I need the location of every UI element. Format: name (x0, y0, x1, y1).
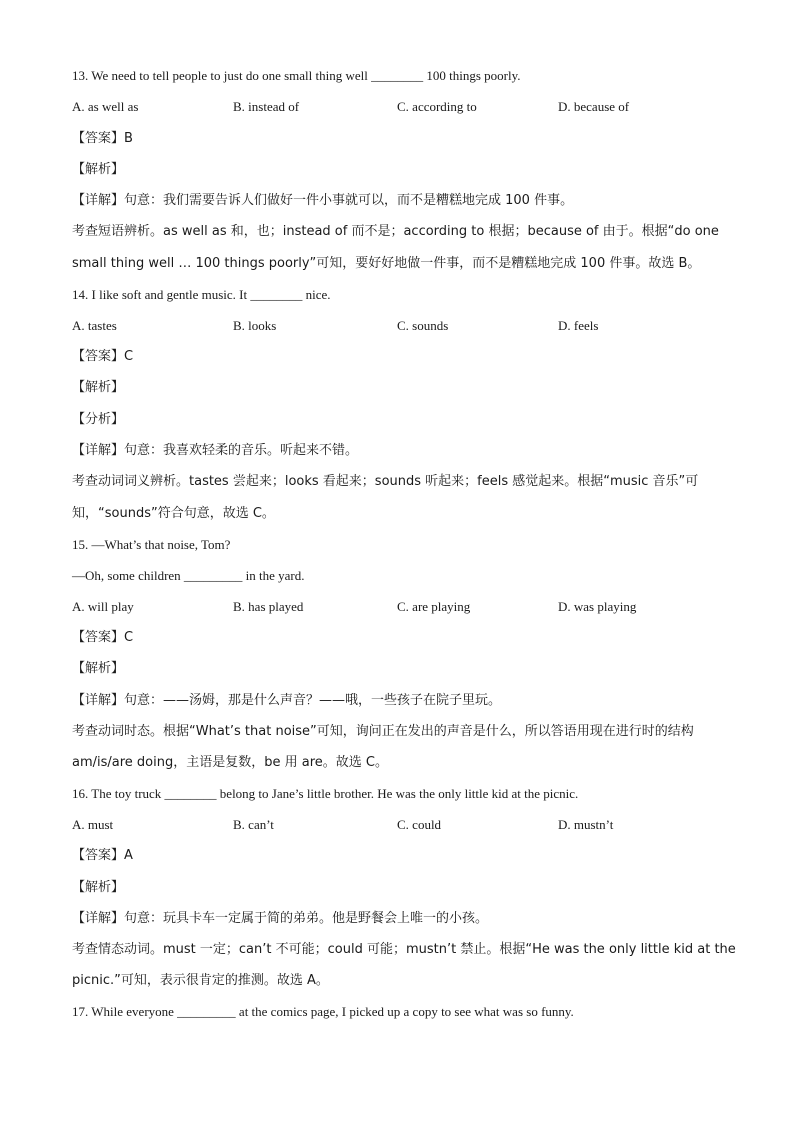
question-15-analysis-heading: 【解析】 (72, 661, 125, 676)
question-16-option-c: C. could (397, 817, 442, 832)
question-15-option-a: A. will play (72, 599, 134, 614)
question-13-stem: 13. We need to tell people to just do one small thing well ________ 100 things poorly. (72, 68, 521, 83)
question-14-explain-line-2: 知，“sounds”符合句意，故选 C。 (72, 506, 275, 521)
question-15-option-c: C. are playing (397, 599, 471, 614)
question-14-answer: 【答案】C (72, 349, 134, 364)
question-13-answer: 【答案】B (72, 131, 133, 146)
question-16-option-b: B. can’t (233, 817, 274, 832)
question-13-explain-line-1: 考查短语辨析。as well as 和，也；instead of 而不是；according to 根据；because of 由于。根据“do one (72, 224, 719, 239)
question-14-option-c: C. sounds (397, 318, 449, 333)
question-13-explain-line-2: small thing well … 100 things poorly”可知，要好好地做一件事，而不是糟糕地完成 100 件事。故选 B。 (72, 256, 701, 271)
question-15-explain-line-1: 考查动词时态。根据“What’s that noise”可知，询问正在发出的声音是什么，所以答语用现在进行时的结构 (72, 724, 694, 739)
question-15-stem-reply: —Oh, some children _________ in the yard. (72, 568, 305, 583)
question-16-explain-line-1: 考查情态动词。must 一定；can’t 不可能；could 可能；mustn’t 禁止。根据“He was the only little kid at the (72, 942, 736, 957)
question-13-analysis-heading: 【解析】 (72, 162, 125, 177)
question-13-option-b: B. instead of (233, 99, 300, 114)
question-13-option-d: D. because of (558, 99, 630, 114)
question-14-option-a: A. tastes (72, 318, 117, 333)
question-16-detail: 【详解】句意：玩具卡车一定属于简的弟弟。他是野餐会上唯一的小孩。 (72, 911, 489, 926)
question-14-option-d: D. feels (558, 318, 599, 333)
question-15-detail: 【详解】句意：——汤姆，那是什么声音？——哦，一些孩子在院子里玩。 (72, 693, 502, 708)
question-14-detail: 【详解】句意：我喜欢轻柔的音乐。听起来不错。 (72, 443, 359, 458)
question-13-detail: 【详解】句意：我们需要告诉人们做好一件小事就可以，而不是糟糕地完成 100 件事。 (72, 193, 574, 208)
question-14-fenxi-heading: 【分析】 (72, 412, 125, 427)
question-16-explain-line-2: picnic.”可知，表示很肯定的推测。故选 A。 (72, 973, 329, 988)
question-16-option-a: A. must (72, 817, 114, 832)
question-16-answer: 【答案】A (72, 848, 133, 863)
question-15-answer: 【答案】C (72, 630, 134, 645)
question-14-explain-line-1: 考查动词词义辨析。tastes 尝起来；looks 看起来；sounds 听起来；feels 感觉起来。根据“music 音乐”可 (72, 474, 699, 489)
question-13-option-a: A. as well as (72, 99, 139, 114)
question-16-stem: 16. The toy truck ________ belong to Jane’s little brother. He was the only little kid at the picnic. (72, 786, 579, 801)
question-15-option-d: D. was playing (558, 599, 637, 614)
question-14-analysis-heading: 【解析】 (72, 380, 125, 395)
question-13-option-c: C. according to (397, 99, 477, 114)
question-16-analysis-heading: 【解析】 (72, 880, 125, 895)
question-14-stem: 14. I like soft and gentle music. It ________ nice. (72, 287, 331, 302)
question-16-option-d: D. mustn’t (558, 817, 614, 832)
question-14-option-b: B. looks (233, 318, 277, 333)
question-15-option-b: B. has played (233, 599, 304, 614)
question-15-explain-line-2: am/is/are doing，主语是复数，be 用 are。故选 C。 (72, 755, 388, 770)
question-15-stem: 15. —What’s that noise, Tom? (72, 537, 231, 552)
question-17-stem: 17. While everyone _________ at the comics page, I picked up a copy to see what was so funny. (72, 1004, 574, 1019)
